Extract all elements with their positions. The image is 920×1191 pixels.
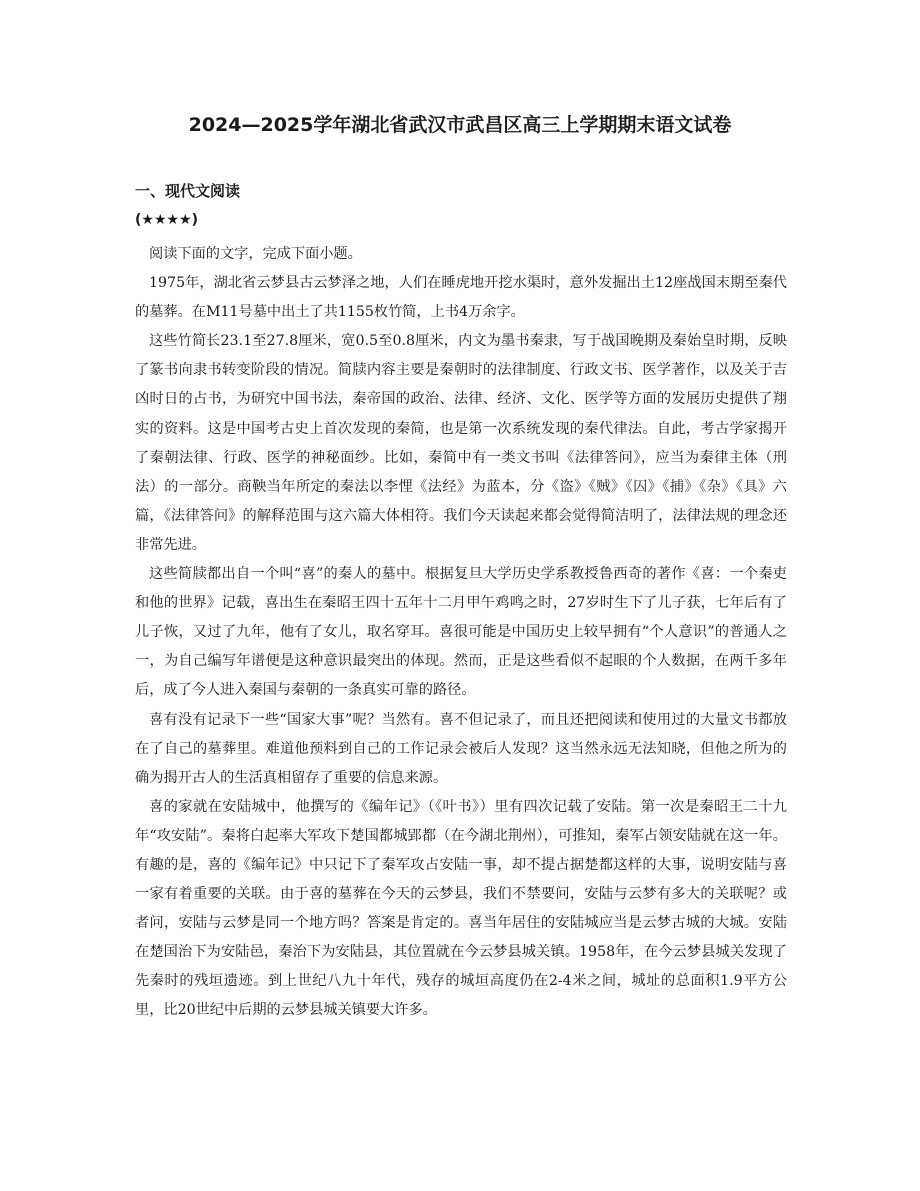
passage-paragraph: 喜有没有记录下一些“国家大事”呢？当然有。喜不但记录了，而且还把阅读和使用过的大量文书都放在了自己的墓葬里。难道他预料到自己的工作记录会被后人发现？这当然永远无法知晓，但他之所为的确为揭开古人的生活真相留存了重要的信息来源。 <box>135 711 787 786</box>
passage-paragraph: 喜的家就在安陆城中，他撰写的《编年记》（《叶书》）里有四次记载了安陆。第一次是秦昭王二十九年“攻安陆”。秦将白起率大军攻下楚国都城郢都（在今湖北荆州），可推知，秦军占领安陆就在这一年。有趣的是，喜的《编年记》中只记下了秦军攻占安陆一事，却不提占据楚都这样的大事，说明安陆与喜一家有着重要的关联。由于喜的墓葬在今天的云梦县，我们不禁要问，安陆与云梦有多大的关联呢？或者问，安陆与云梦是同一个地方吗？答案是肯定的。喜当年居住的安陆城应当是云梦古城的大城。安陆在楚国治下为安陆邑，秦治下为安陆县，其位置就在今云梦县城关镇。1958年，在今云梦县城关发现了先秦时的残垣遗迹。到上世纪八九十年代，残存的城垣高度仍在2-4米之间，城址的总面积1.9平方公里，比20世纪中后期的云梦县城关镇要大许多。 <box>135 798 787 1019</box>
section-heading: 一、现代文阅读 <box>135 182 241 200</box>
passage-paragraph: 这些简牍都出自一个叫“喜”的秦人的墓中。根据复旦大学历史学系教授鲁西奇的著作《喜：一个秦吏和他的世界》记载，喜出生在秦昭王四十五年十二月甲午鸡鸣之时，27岁时生下了儿子获，七年后有了儿子恢，又过了九年，他有了女儿，取名穿耳。喜很可能是中国历史上较早拥有“个人意识”的普通人之一，为自己编写年谱便是这种意识最突出的体现。然而，正是这些看似不起眼的个人数据，在两千多年后，成了今人进入秦国与秦朝的一条真实可靠的路径。 <box>135 566 787 699</box>
passage-paragraph: 这些竹简长23.1至27.8厘米，宽0.5至0.8厘米，内文为墨书秦隶，写于战国晚期及秦始皇时期，反映了篆书向隶书转变阶段的情况。简牍内容主要是秦朝时的法律制度、行政文书、医学著作，以及关于吉凶时日的占书，为研究中国书法，秦帝国的政治、法律、经济、文化、医学等方面的发展历史提供了翔实的资料。这是中国考古史上首次发现的秦简，也是第一次系统发现的秦代律法。自此，考古学家揭开了秦朝法律、行政、医学的神秘面纱。比如，秦简中有一类文书叫《法律答问》，应当为秦律主体（刑法）的一部分。商鞅当年所定的秦法以李悝《法经》为蓝本，分《盗》《贼》《囚》《捕》《杂》《具》六篇，《法律答问》的解释范围与这六篇大体相符。我们今天读起来都会觉得简洁明了，法律法规的理念还非常先进。 <box>135 333 787 553</box>
page-title: 2024—2025学年湖北省武汉市武昌区高三上学期期末语文试卷 <box>188 114 732 136</box>
passage-paragraph: 1975年，湖北省云梦县古云梦泽之地，人们在睡虎地开挖水渠时，意外发掘出土12座战国末期至秦代的墓葬。在M11号墓中出土了共1155枚竹简，上书4万余字。 <box>135 275 787 321</box>
difficulty-rating: (★★★★) <box>135 212 198 228</box>
reading-passage <box>135 240 787 1026</box>
instruction-paragraph: 阅读下面的文字，完成下面小题。 <box>149 246 362 262</box>
